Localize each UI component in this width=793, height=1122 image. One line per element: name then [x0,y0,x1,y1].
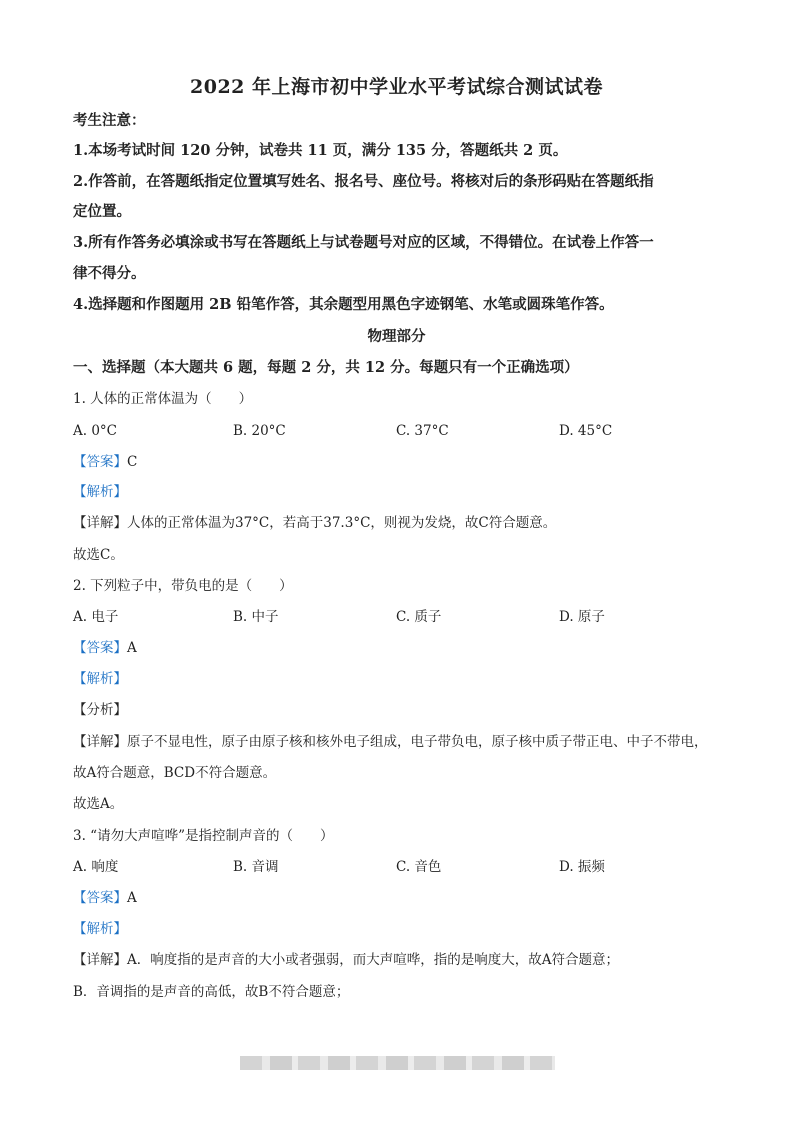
q3-option-a: A. 响度 [73,859,119,875]
q3-stem: 3. “请勿大声喧哗”是指控制声音的（ ） [73,828,334,844]
q2-fenxi: 【分析】 [73,702,127,718]
q2-detail-text: 原子不显电性，原子由原子核和核外电子组成，电子带负电，原子核中质子带正电、中子不带电， [127,734,708,750]
answer-label: 【答案】 [73,454,127,470]
q2-option-d: D. 原子 [559,609,605,625]
q3-answer [73,888,753,908]
q1-option-b: B. 20°C [233,423,286,439]
notice-item-4: 4.选择题和作图题用 2B 铅笔作答，其余题型用黑色字迹钢笔、水笔或圆珠笔作答。 [73,296,614,313]
q3-analysis [73,919,753,939]
analysis-label: 【解析】 [73,484,127,500]
detail-label: 【详解】 [73,734,127,750]
q2-option-b: B. 中子 [233,609,279,625]
analysis-label: 【解析】 [73,671,127,687]
q2-conclusion: 故选A。 [73,796,124,812]
q3-answer-value: A [127,890,137,906]
q1-answer-value: C [127,454,138,470]
q1-conclusion: 故选C。 [73,547,124,563]
q3-detail [73,950,753,970]
detail-label: 【详解】 [73,515,127,531]
q2-option-c: C. 质子 [396,609,442,625]
q3-detail-text: A．响度指的是声音的大小或者强弱，而大声喧哗，指的是响度大，故A符合题意； [127,952,619,968]
analysis-label: 【解析】 [73,921,127,937]
q1-option-d: D. 45°C [559,423,613,439]
q3-detail-cont: B．音调指的是声音的高低，故B不符合题意； [73,984,350,1000]
q1-answer [73,452,753,472]
q2-option-a: A. 电子 [73,609,119,625]
q2-detail-cont: 故A符合题意，BCD不符合题意。 [73,765,277,781]
notice-item-2-cont: 定位置。 [73,203,131,220]
notice-item-1: 1.本场考试时间 120 分钟，试卷共 11 页，满分 135 分，答题纸共 2 页。 [73,142,568,159]
q2-detail [73,732,753,752]
q1-detail [73,513,753,533]
q3-option-d: D. 振频 [559,859,605,875]
q1-option-c: C. 37°C [396,423,449,439]
q2-answer [73,638,753,658]
q3-option-b: B. 音调 [233,859,279,875]
section-title: 物理部分 [367,328,426,345]
q3-option-c: C. 音色 [396,859,442,875]
notice-item-3-cont: 律不得分。 [73,265,146,282]
notice-item-3: 3.所有作答务必填涂或书写在答题纸上与试卷题号对应的区域，不得错位。在试卷上作答一 [73,234,654,251]
q1-detail-text: 人体的正常体温为37°C，若高于37.3°C，则视为发烧，故C符合题意。 [127,515,557,531]
q1-analysis [73,482,753,502]
blurred-footer-watermark [240,1056,555,1070]
notice-heading: 考生注意： [73,112,146,129]
detail-label: 【详解】 [73,952,127,968]
q2-stem: 2. 下列粒子中，带负电的是（ ） [73,578,293,594]
answer-label: 【答案】 [73,640,127,656]
part-title: 一、选择题（本大题共 6 题，每题 2 分，共 12 分。每题只有一个正确选项） [73,359,579,376]
page-title: 2022 年上海市初中学业水平考试综合测试试卷 [190,76,603,98]
notice-item-2: 2.作答前，在答题纸指定位置填写姓名、报名号、座位号。将核对后的条形码贴在答题纸指 [73,173,654,190]
q2-analysis [73,669,753,689]
q2-answer-value: A [127,640,137,656]
q1-option-a: A. 0°C [73,423,118,439]
answer-label: 【答案】 [73,890,127,906]
q1-stem: 1. 人体的正常体温为（ ） [73,391,253,407]
